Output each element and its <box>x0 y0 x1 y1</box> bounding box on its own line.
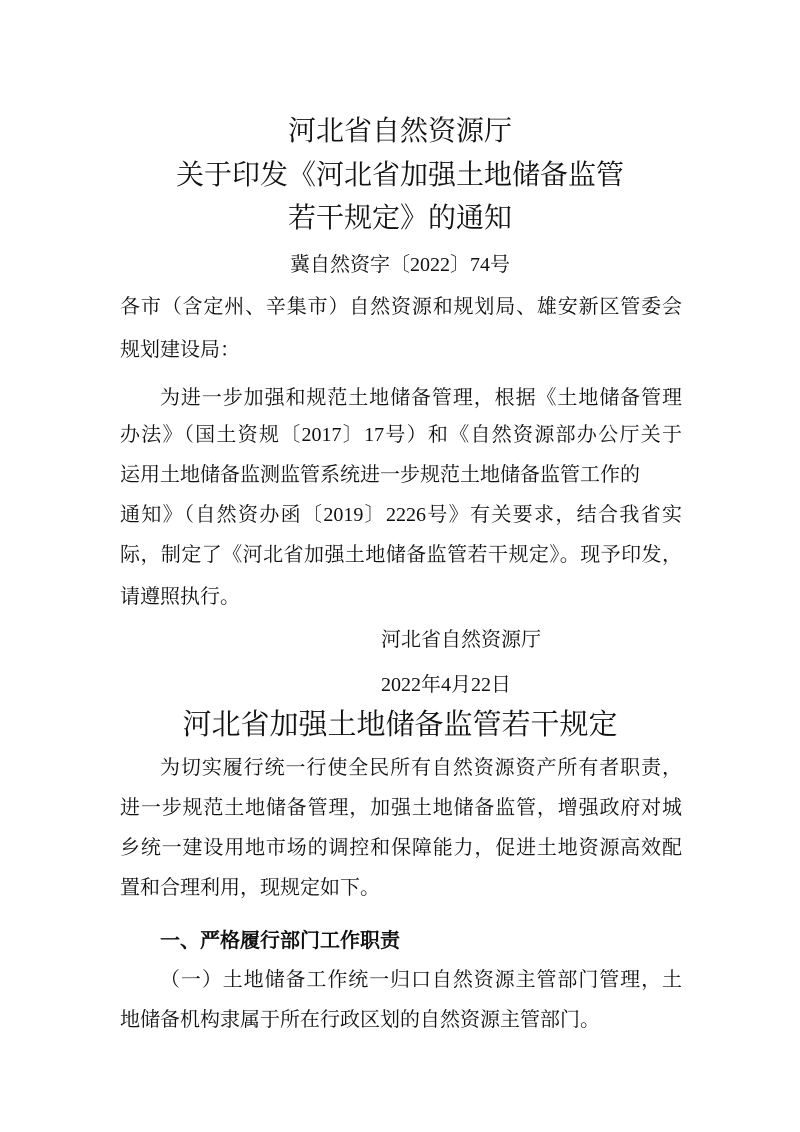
intro-line: 置和合理利用，现规定如下。 <box>120 877 380 899</box>
body-line: 运用土地储备监测监管系统进一步规范土地储备监管工作的 <box>120 464 640 486</box>
title-line-2: 关于印发《河北省加强土地储备监管 <box>175 160 624 191</box>
title-line-1: 河北省自然资源厅 <box>287 116 512 147</box>
regulation-title: 河北省加强土地储备监管若干规定 <box>182 709 618 741</box>
body-line: 为进一步加强和规范土地储备管理，根据《土地储备管理 <box>160 387 682 409</box>
issue-date: 2022年4月22日 <box>381 674 511 696</box>
item-line: （一）土地储备工作统一归口自然资源主管部门管理，土 <box>160 969 682 991</box>
body-line: 办法》（国土资规〔2017〕17号）和《自然资源部办公厅关于 <box>120 424 682 446</box>
intro-line: 进一步规范土地储备管理，加强土地储备监管，增强政府对城 <box>120 797 682 819</box>
section-heading: 一、严格履行部门工作职责 <box>160 928 400 952</box>
intro-line: 乡统一建设用地市场的调控和保障能力，促进土地资源高效配 <box>120 837 682 859</box>
signature: 河北省自然资源厅 <box>381 629 541 651</box>
item-line: 地储备机构隶属于所在行政区划的自然资源主管部门。 <box>120 1009 600 1031</box>
intro-line: 为切实履行统一行使全民所有自然资源资产所有者职责， <box>160 757 682 779</box>
title-line-3: 若干规定》的通知 <box>287 203 512 234</box>
body-line: 通知》（自然资办函〔2019〕2226号》有关要求，结合我省实 <box>120 504 682 526</box>
recipient-line: 各市（含定州、辛集市）自然资源和规划局、雄安新区管委会 <box>120 296 682 318</box>
body-line: 请遵照执行。 <box>120 586 240 608</box>
body-line: 际，制定了《河北省加强土地储备监管若干规定》。现予印发， <box>120 544 682 566</box>
document-number: 冀自然资字〔2022〕74号 <box>290 254 510 276</box>
recipient-line: 规划建设局： <box>120 339 240 361</box>
